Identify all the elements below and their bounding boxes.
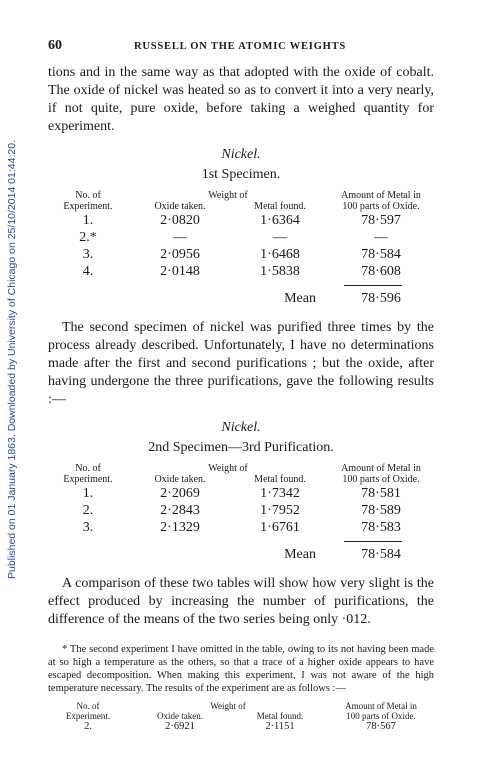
th-amount-of-metal: Amount of Metal in	[341, 463, 421, 474]
th-weight-of: Weight of	[210, 701, 246, 711]
cell: 1·6468	[260, 247, 300, 262]
table2-subtitle: 2nd Specimen—3rd Purification.	[148, 440, 334, 455]
th-100-parts: 100 parts of Oxide.	[342, 474, 420, 485]
table-row	[48, 263, 434, 280]
mean-label: Mean	[284, 547, 316, 562]
th-weight-of: Weight of	[208, 463, 248, 474]
th-amount-of-metal: Amount of Metal in	[341, 190, 421, 201]
cell: 2.*	[79, 230, 97, 245]
table3-head-top	[48, 701, 434, 711]
table-row	[48, 246, 434, 263]
mean-label: Mean	[284, 291, 316, 306]
th-100-parts: 100 parts of Oxide.	[346, 711, 416, 721]
cell: 2.	[84, 721, 92, 732]
cell: 1.	[82, 213, 94, 228]
cell: 78·584	[361, 247, 401, 262]
paragraph-3: A comparison of these two tables will show how very slight is the effect produced by increasing the number of purifications, the difference of the means of the two series being only ·012.	[48, 576, 434, 627]
cell: 2·2843	[160, 503, 200, 518]
th-metal-found: Metal found.	[256, 711, 304, 721]
table-row	[48, 502, 434, 519]
cell: 3.	[82, 247, 94, 262]
mean-rule	[344, 285, 402, 286]
th-oxide-taken: Oxide taken.	[154, 201, 206, 212]
cell: —	[273, 230, 287, 245]
th-no-of: No. of	[75, 190, 101, 201]
cell: 4.	[82, 264, 94, 279]
cell: 2.	[82, 503, 94, 518]
mean-row	[48, 290, 434, 307]
th-weight-of: Weight of	[208, 190, 248, 201]
running-header	[48, 38, 434, 56]
cell: 78·597	[361, 213, 401, 228]
th-experiment: Experiment.	[63, 201, 113, 212]
page	[48, 38, 434, 733]
th-metal-found: Metal found.	[254, 201, 306, 212]
cell: 2·1329	[160, 520, 200, 535]
table-2	[48, 463, 434, 563]
th-no-of: No. of	[75, 463, 101, 474]
cell: 2·2069	[160, 486, 200, 501]
cell: 1·6761	[260, 520, 300, 535]
table-row	[48, 229, 434, 246]
th-oxide-taken: Oxide taken.	[154, 474, 206, 485]
cell: 1·7952	[260, 503, 300, 518]
footnote: * The second experiment I have omitted in the table, owing to its not having been made at so high a temperature as the others, so that a trace of a higher oxide appears to have escaped decomposition. When making this experiment, I was not aware of the high temperature necessary. The results of the experiment are as follows :—	[48, 644, 434, 694]
th-100-parts: 100 parts of Oxide.	[342, 201, 420, 212]
table-row	[48, 485, 434, 502]
cell: 2·6921	[165, 721, 195, 732]
cell: 2·1151	[265, 721, 295, 732]
provenance-sidebar: Published on 01 January 1863. Downloaded by University of Chicago on 25/10/2014 01:44:20.	[6, 140, 18, 580]
table2-head-top	[48, 463, 434, 474]
mean-value: 78·596	[361, 291, 401, 306]
cell: 2·0148	[160, 264, 200, 279]
table1-head-bottom	[48, 201, 434, 212]
cell: 1·6364	[260, 213, 300, 228]
cell: —	[173, 230, 187, 245]
cell: 78·589	[361, 503, 401, 518]
table-3	[48, 701, 434, 733]
cell: 1·7342	[260, 486, 300, 501]
th-experiment: Experiment.	[65, 711, 111, 721]
table3-head-bottom	[48, 711, 434, 721]
table1-title: Nickel.	[221, 147, 261, 162]
mean-row	[48, 546, 434, 563]
table-row	[48, 721, 434, 733]
running-title: RUSSELL ON THE ATOMIC WEIGHTS	[134, 41, 347, 52]
paragraph-2: The second specimen of nickel was purified three times by the process already described. Unfortunately, I have no determinations made after the first and second purifications ; but the oxide, after having undergone the three purifications, gave the following results :—	[48, 320, 434, 407]
th-no-of: No. of	[76, 701, 100, 711]
mean-rule	[344, 541, 402, 542]
cell: —	[374, 230, 388, 245]
cell: 78·583	[361, 520, 401, 535]
table-row	[48, 519, 434, 536]
cell: 78·581	[361, 486, 401, 501]
cell: 78·567	[366, 721, 396, 732]
table2-head-bottom	[48, 474, 434, 485]
table1-subtitle: 1st Specimen.	[201, 167, 281, 182]
table-row	[48, 212, 434, 229]
cell: 1.	[82, 486, 94, 501]
page-number: 60	[48, 38, 62, 53]
cell: 2·0820	[160, 213, 200, 228]
cell: 3.	[82, 520, 94, 535]
mean-value: 78·584	[361, 547, 401, 562]
cell: 78·608	[361, 264, 401, 279]
cell: 1·5838	[260, 264, 300, 279]
th-amount-of-metal: Amount of Metal in	[345, 701, 417, 711]
paragraph-1: tions and in the same way as that adopted with the oxide of cobalt. The oxide of nickel was heated so as to convert it into a very nearly, if not quite, pure oxide, before taking a weighed quantity for experiment.	[48, 65, 434, 134]
cell: 2·0956	[160, 247, 200, 262]
th-metal-found: Metal found.	[254, 474, 306, 485]
table1-head-top	[48, 190, 434, 201]
table-1	[48, 190, 434, 307]
th-experiment: Experiment.	[63, 474, 113, 485]
table2-title: Nickel.	[221, 420, 261, 435]
th-oxide-taken: Oxide taken.	[157, 711, 203, 721]
